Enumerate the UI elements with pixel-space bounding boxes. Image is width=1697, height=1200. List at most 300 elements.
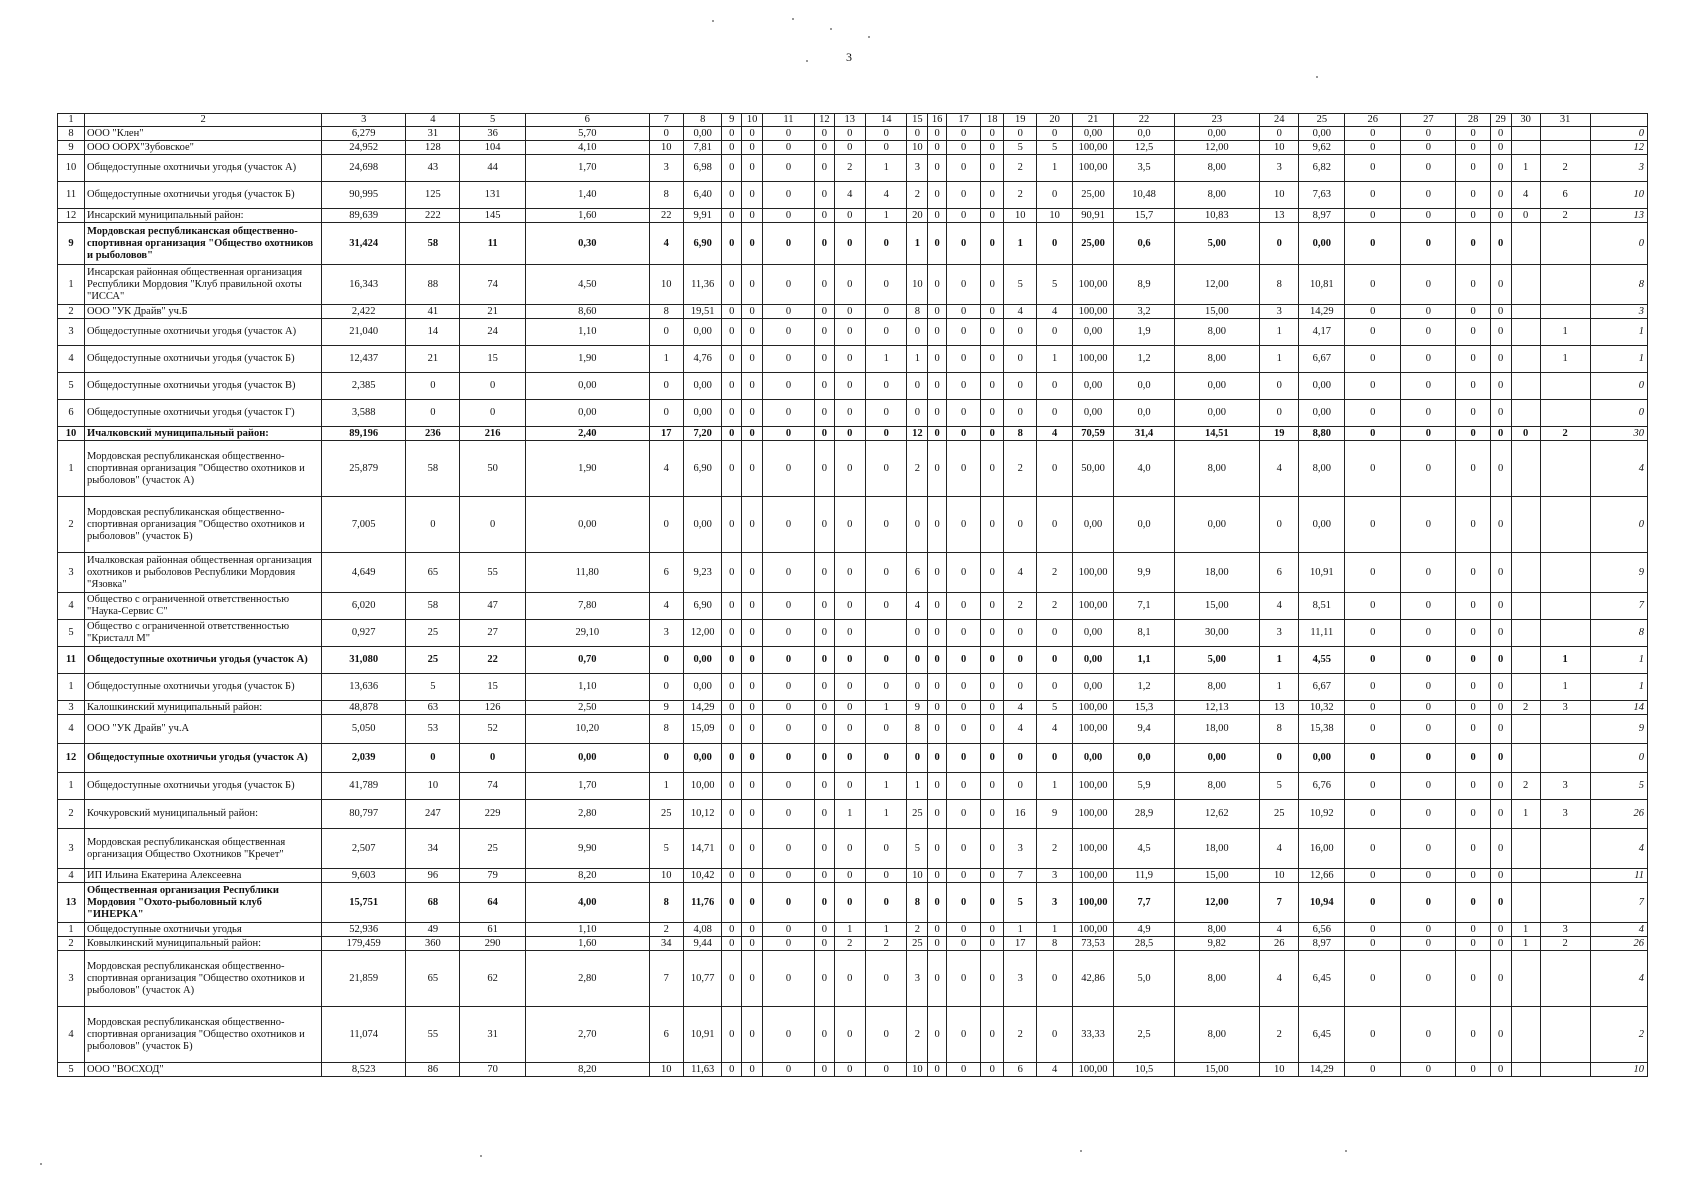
value-cell: 0 [460,744,526,773]
value-cell: 28,5 [1114,937,1174,951]
value-cell: 100,00 [1072,701,1114,715]
row-number-cell: 3 [58,951,85,1007]
value-cell: 0,0 [1114,373,1174,400]
column-number-cell: 16 [928,114,947,127]
value-cell: 0,00 [1072,620,1114,647]
value-cell: 0,0 [1114,744,1174,773]
value-cell: 0 [814,937,834,951]
value-cell: 0,0 [1114,127,1174,141]
value-cell: 0 [742,937,763,951]
value-cell: 0 [981,647,1004,674]
value-cell: 0 [928,223,947,265]
value-cell [1540,1063,1590,1077]
value-cell: 0 [834,141,865,155]
value-cell: 0 [722,620,742,647]
column-number-cell: 31 [1540,114,1590,127]
value-cell: 3,588 [322,400,406,427]
value-cell: 0 [742,373,763,400]
value-cell: 0 [1401,265,1456,305]
column-number-cell: 12 [814,114,834,127]
row-number-cell: 12 [58,744,85,773]
value-cell: 0 [814,744,834,773]
value-cell: 0 [814,182,834,209]
value-cell: 0 [762,209,814,223]
value-cell: 0 [1401,553,1456,593]
value-cell: 0 [834,1063,865,1077]
value-cell [1540,869,1590,883]
value-cell: 12,62 [1174,800,1259,829]
value-cell: 11 [460,223,526,265]
total-cell: 13 [1590,209,1647,223]
value-cell: 0 [722,951,742,1007]
value-cell: 61 [460,923,526,937]
value-cell: 0 [981,937,1004,951]
value-cell: 0 [722,155,742,182]
value-cell: 0 [1401,155,1456,182]
value-cell: 0 [762,182,814,209]
value-cell [1511,373,1540,400]
value-cell: 4,17 [1299,319,1345,346]
value-cell: 6 [1259,553,1299,593]
organization-name-cell: Общество с ограниченной ответственностью "Наука-Сервис С" [85,593,322,620]
value-cell: 88 [406,265,460,305]
value-cell: 0 [1456,620,1490,647]
value-cell: 0 [1401,829,1456,869]
row-number-cell: 12 [58,209,85,223]
value-cell [1540,400,1590,427]
table-row [58,951,1648,1007]
value-cell: 9,82 [1174,937,1259,951]
value-cell: 100,00 [1072,773,1114,800]
value-cell: 0 [1345,346,1401,373]
value-cell: 25,00 [1072,223,1114,265]
value-cell: 0 [742,127,763,141]
value-cell: 100,00 [1072,305,1114,319]
value-cell: 0 [865,265,907,305]
value-cell: 0 [722,346,742,373]
value-cell: 0 [1456,1007,1490,1063]
value-cell: 0 [1490,951,1511,1007]
value-cell: 6,67 [1299,346,1345,373]
value-cell: 0 [834,553,865,593]
value-cell: 25 [907,937,928,951]
value-cell: 0 [1345,182,1401,209]
value-cell: 73,53 [1072,937,1114,951]
value-cell [1511,647,1540,674]
value-cell: 290 [460,937,526,951]
row-number-cell: 8 [58,127,85,141]
row-number-cell: 11 [58,647,85,674]
value-cell: 0 [762,773,814,800]
value-cell: 0 [1345,497,1401,553]
total-cell: 0 [1590,223,1647,265]
value-cell: 0 [946,553,980,593]
value-cell: 0 [834,1007,865,1063]
value-cell: 33,33 [1072,1007,1114,1063]
value-cell: 4 [1037,715,1072,744]
scan-speck [830,28,832,30]
value-cell: 0 [1037,674,1072,701]
value-cell: 1,60 [525,209,649,223]
value-cell: 8,00 [1174,346,1259,373]
total-cell: 4 [1590,951,1647,1007]
value-cell: 0 [865,1007,907,1063]
value-cell: 2 [649,923,683,937]
value-cell: 0 [981,869,1004,883]
value-cell: 0 [1456,951,1490,1007]
value-cell: 53 [406,715,460,744]
value-cell: 0 [722,593,742,620]
value-cell: 0 [1490,319,1511,346]
value-cell: 2 [1037,829,1072,869]
row-number-cell: 4 [58,869,85,883]
value-cell: 4 [1259,923,1299,937]
value-cell: 8,20 [525,869,649,883]
value-cell: 10,00 [683,773,721,800]
value-cell: 0 [460,373,526,400]
column-number-cell: 7 [649,114,683,127]
value-cell: 0 [814,647,834,674]
value-cell [1540,951,1590,1007]
value-cell: 1 [865,923,907,937]
value-cell: 0 [1345,923,1401,937]
value-cell: 131 [460,182,526,209]
row-number-cell: 5 [58,1063,85,1077]
value-cell: 0 [1490,553,1511,593]
value-cell: 0 [1401,715,1456,744]
value-cell: 8 [1037,937,1072,951]
value-cell: 5 [1037,265,1072,305]
value-cell: 0 [742,951,763,1007]
value-cell: 5 [1037,701,1072,715]
value-cell: 79 [460,869,526,883]
value-cell: 0 [762,829,814,869]
value-cell: 0 [742,883,763,923]
value-cell: 0 [1345,400,1401,427]
value-cell: 3 [1540,773,1590,800]
organization-name-cell: Общедоступные охотничьи угодья (участок Б) [85,182,322,209]
value-cell: 0 [1490,883,1511,923]
column-number-cell: 28 [1456,114,1490,127]
value-cell [1540,1007,1590,1063]
value-cell: 2 [907,182,928,209]
value-cell: 0 [1401,937,1456,951]
value-cell: 0 [981,773,1004,800]
value-cell: 0 [1456,744,1490,773]
table-row [58,182,1648,209]
value-cell: 104 [460,141,526,155]
row-number-cell: 4 [58,1007,85,1063]
value-cell: 2,40 [525,427,649,441]
value-cell: 0 [1511,427,1540,441]
value-cell: 9 [1037,800,1072,829]
value-cell: 0 [1401,883,1456,923]
value-cell: 4 [1259,951,1299,1007]
value-cell: 0 [1004,400,1037,427]
value-cell: 0,00 [683,373,721,400]
value-cell: 0,0 [1114,400,1174,427]
value-cell: 3 [1259,305,1299,319]
value-cell: 0,00 [1299,373,1345,400]
value-cell: 0,00 [683,319,721,346]
value-cell: 2 [1004,593,1037,620]
value-cell: 0 [742,744,763,773]
value-cell: 0 [814,127,834,141]
value-cell: 0 [981,305,1004,319]
value-cell: 24 [460,319,526,346]
value-cell: 47 [460,593,526,620]
value-cell: 0,70 [525,647,649,674]
value-cell [1540,883,1590,923]
total-cell: 7 [1590,883,1647,923]
value-cell: 0 [928,346,947,373]
value-cell: 0 [762,883,814,923]
value-cell [1540,373,1590,400]
row-number-cell: 11 [58,182,85,209]
value-cell: 31 [406,127,460,141]
value-cell: 247 [406,800,460,829]
value-cell: 0 [1401,441,1456,497]
value-cell: 0 [1456,937,1490,951]
value-cell: 0 [762,869,814,883]
value-cell: 8,523 [322,1063,406,1077]
value-cell: 0 [1259,400,1299,427]
value-cell: 0 [981,701,1004,715]
value-cell: 2,80 [525,951,649,1007]
value-cell: 1,10 [525,674,649,701]
value-cell: 0 [1259,223,1299,265]
value-cell: 0,00 [1174,744,1259,773]
value-cell: 0 [907,647,928,674]
value-cell: 0,00 [1174,400,1259,427]
value-cell: 179,459 [322,937,406,951]
value-cell: 0 [649,373,683,400]
value-cell: 0 [1401,209,1456,223]
value-cell: 2 [834,937,865,951]
value-cell: 0 [742,647,763,674]
value-cell: 0 [722,373,742,400]
value-cell: 236 [406,427,460,441]
value-cell: 65 [406,951,460,1007]
value-cell: 41,789 [322,773,406,800]
value-cell: 10 [649,265,683,305]
value-cell: 0 [1004,319,1037,346]
value-cell: 0 [742,715,763,744]
value-cell: 7,63 [1299,182,1345,209]
value-cell: 0 [981,400,1004,427]
value-cell: 100,00 [1072,141,1114,155]
table-row [58,155,1648,182]
table-row [58,400,1648,427]
value-cell: 0 [834,400,865,427]
value-cell: 0 [1456,869,1490,883]
organization-name-cell: ООО "ВОСХОД" [85,1063,322,1077]
value-cell: 0 [814,441,834,497]
value-cell: 0,00 [1072,319,1114,346]
value-cell: 31,424 [322,223,406,265]
value-cell: 0 [1401,951,1456,1007]
value-cell: 3 [907,951,928,1007]
value-cell: 4 [1037,427,1072,441]
value-cell: 0 [1037,373,1072,400]
value-cell: 128 [406,141,460,155]
value-cell: 27 [460,620,526,647]
value-cell: 0 [742,427,763,441]
total-cell: 10 [1590,1063,1647,1077]
value-cell: 0 [865,744,907,773]
value-cell: 13,636 [322,674,406,701]
value-cell: 0,00 [1299,400,1345,427]
value-cell: 0 [981,497,1004,553]
value-cell: 0 [981,674,1004,701]
value-cell: 10,12 [683,800,721,829]
value-cell: 0 [928,427,947,441]
value-cell: 5 [907,829,928,869]
value-cell: 90,995 [322,182,406,209]
value-cell: 0 [762,553,814,593]
value-cell: 0 [722,182,742,209]
value-cell: 0 [834,209,865,223]
value-cell: 0 [928,155,947,182]
value-cell: 4 [1004,305,1037,319]
value-cell: 0 [649,674,683,701]
value-cell: 6,40 [683,182,721,209]
value-cell: 0 [1345,829,1401,869]
value-cell: 8,00 [1174,319,1259,346]
value-cell: 0 [981,155,1004,182]
value-cell: 8,1 [1114,620,1174,647]
value-cell: 10 [1259,182,1299,209]
value-cell: 5 [1004,883,1037,923]
value-cell: 25 [460,829,526,869]
value-cell: 0 [865,400,907,427]
value-cell: 10 [1037,209,1072,223]
value-cell: 0 [722,427,742,441]
value-cell: 0 [722,497,742,553]
value-cell: 0 [865,497,907,553]
value-cell: 0,00 [525,497,649,553]
value-cell: 2 [1004,155,1037,182]
value-cell: 0 [1004,373,1037,400]
value-cell: 0 [928,937,947,951]
value-cell: 2,50 [525,701,649,715]
value-cell: 0 [406,497,460,553]
value-cell: 0 [722,744,742,773]
value-cell: 0 [1456,647,1490,674]
value-cell: 0 [1456,800,1490,829]
value-cell: 15 [460,674,526,701]
value-cell: 0,00 [525,744,649,773]
value-cell: 9,44 [683,937,721,951]
value-cell: 11,80 [525,553,649,593]
value-cell: 0 [1037,497,1072,553]
total-cell: 4 [1590,441,1647,497]
value-cell: 8,51 [1299,593,1345,620]
value-cell [1511,593,1540,620]
value-cell: 0 [928,800,947,829]
column-number-cell: 10 [742,114,763,127]
value-cell: 2 [1037,593,1072,620]
value-cell: 0 [946,319,980,346]
value-cell: 0 [1037,127,1072,141]
value-cell: 0 [1345,319,1401,346]
value-cell: 10,94 [1299,883,1345,923]
value-cell: 0 [1490,744,1511,773]
organization-name-cell: Общественная организация Республики Мордовия "Охото-рыболовный клуб "ИНЕРКА" [85,883,322,923]
value-cell: 1,10 [525,923,649,937]
value-cell: 0 [1456,773,1490,800]
value-cell: 0 [834,829,865,869]
value-cell: 0 [907,127,928,141]
organization-name-cell: Общедоступные охотничьи угодья (участок Б) [85,346,322,373]
value-cell: 0 [814,141,834,155]
value-cell: 28,9 [1114,800,1174,829]
value-cell: 0 [1490,701,1511,715]
value-cell: 0,00 [1299,497,1345,553]
value-cell: 0 [814,883,834,923]
value-cell: 0 [1037,319,1072,346]
value-cell: 6,45 [1299,1007,1345,1063]
total-cell: 10 [1590,182,1647,209]
value-cell: 3 [1540,701,1590,715]
value-cell: 100,00 [1072,800,1114,829]
organization-name-cell: Инсарский муниципальный район: [85,209,322,223]
value-cell: 0 [1037,647,1072,674]
value-cell: 3 [1004,829,1037,869]
value-cell [1540,829,1590,869]
value-cell: 0 [1259,497,1299,553]
value-cell: 0 [1401,400,1456,427]
value-cell: 2 [1540,427,1590,441]
column-number-cell: 2 [85,114,322,127]
organization-name-cell: ИП Ильина Екатерина Алексеевна [85,869,322,883]
column-number-cell: 4 [406,114,460,127]
value-cell: 0 [928,773,947,800]
value-cell: 7,20 [683,427,721,441]
value-cell: 18,00 [1174,829,1259,869]
row-number-cell: 2 [58,937,85,951]
value-cell: 16 [1004,800,1037,829]
value-cell: 10,5 [1114,1063,1174,1077]
value-cell: 0 [981,441,1004,497]
value-cell: 1,60 [525,937,649,951]
value-cell: 4,0 [1114,441,1174,497]
value-cell: 0 [814,951,834,1007]
table-row [58,715,1648,744]
column-number-cell: 9 [722,114,742,127]
value-cell: 100,00 [1072,346,1114,373]
value-cell: 1,2 [1114,346,1174,373]
value-cell: 0 [928,305,947,319]
row-number-cell: 13 [58,883,85,923]
value-cell: 15,00 [1174,1063,1259,1077]
value-cell: 12,13 [1174,701,1259,715]
value-cell [1511,674,1540,701]
value-cell: 0 [460,497,526,553]
value-cell: 14,51 [1174,427,1259,441]
value-cell [1511,305,1540,319]
value-cell: 0 [1345,951,1401,1007]
value-cell: 0 [722,1063,742,1077]
value-cell: 1,70 [525,773,649,800]
scan-speck [806,60,808,62]
value-cell: 216 [460,427,526,441]
value-cell: 0,00 [1174,127,1259,141]
value-cell: 0 [1456,305,1490,319]
value-cell: 0 [928,869,947,883]
value-cell: 50,00 [1072,441,1114,497]
table-row [58,593,1648,620]
